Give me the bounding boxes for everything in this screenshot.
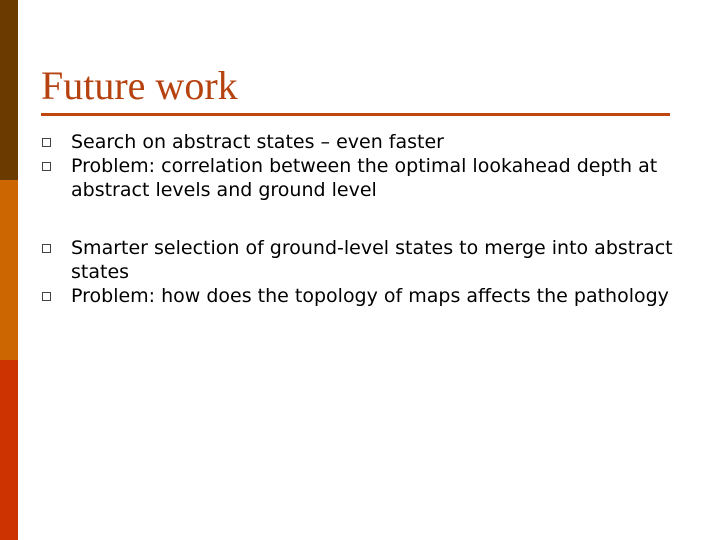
bullet-item	[41, 154, 681, 202]
bullet-text: Problem: correlation between the optimal lookahead depth at abstract levels and ground level	[71, 155, 658, 201]
bullet-text: Search on abstract states – even faster	[71, 131, 444, 153]
side-bar-bottom-segment	[0, 360, 18, 540]
side-bar-top-segment	[0, 0, 18, 180]
side-bar-middle-segment	[0, 180, 18, 360]
bullet-item	[41, 236, 681, 284]
bullet-text: Problem: how does the topology of maps affects the pathology	[71, 285, 669, 307]
square-bullet-icon	[42, 162, 51, 171]
square-bullet-icon	[42, 244, 51, 253]
title-underline	[41, 113, 670, 116]
bullet-item	[41, 130, 681, 154]
square-bullet-icon	[42, 292, 51, 301]
square-bullet-icon	[42, 138, 51, 147]
slide-title: Future work	[41, 63, 238, 108]
bullet-text: Smarter selection of ground-level states to merge into abstract states	[71, 237, 673, 283]
bullet-list	[41, 130, 681, 308]
bullet-item	[41, 284, 681, 308]
